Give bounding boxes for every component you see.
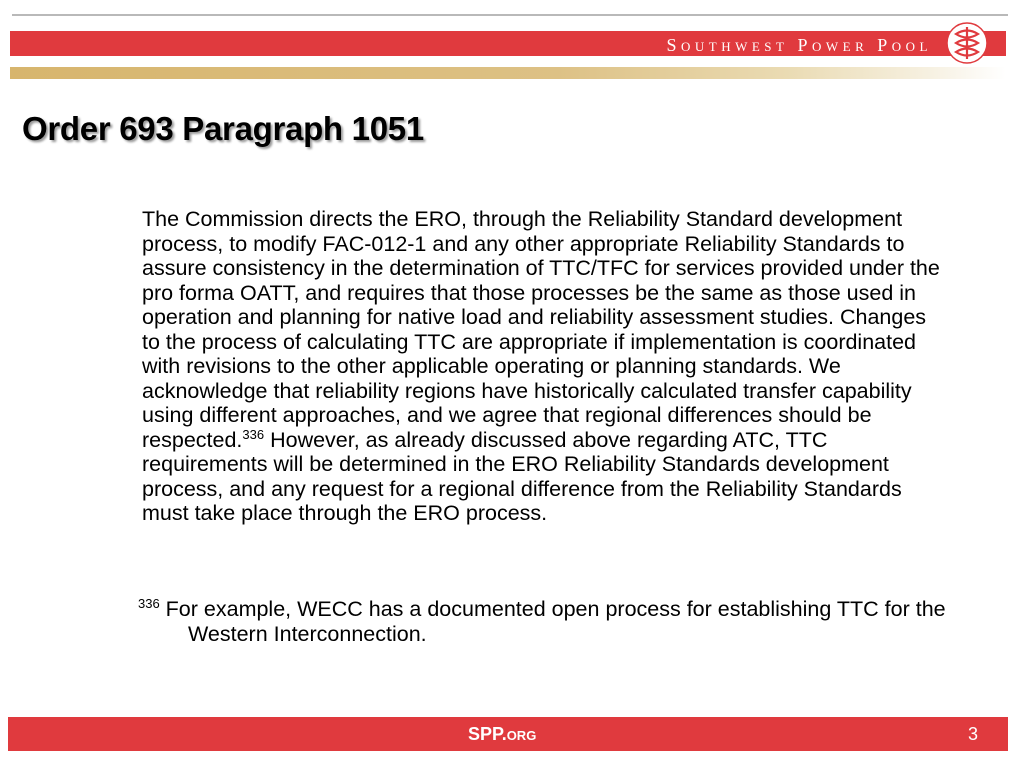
page-number: 3 <box>967 724 978 744</box>
paragraph-part-1: The Commission directs the ERO, through the Reliability Standard development process, to modify FAC-012-1 and any other appropriate Reliability Standards to assure consistency in the determination of TTC/TFC for services provided under the pro forma OATT, and requires that those processes be the same as those used in operation and planning for native load and reliability assessment studies. Changes to the process of calculating TTC are appropriate if implementation is coordinated with revisions to the other applicable operating or planning standards. We acknowledge that reliability regions have historically calculated transfer capability using different approaches, and we agree that regional differences should be respected. <box>142 207 940 452</box>
spp-logo-icon <box>946 22 988 64</box>
footnote-reference: 336 <box>242 426 265 442</box>
paragraph-part-2: However, as already discussed above regarding ATC, TTC requirements will be determined in the ERO Reliability Standards development process, and any request for a regional difference from the Reliability Standards must take place through the ERO process. <box>142 427 902 525</box>
top-divider <box>12 14 1008 16</box>
org-name: Southwest Power Pool <box>666 35 932 55</box>
paragraph-text <box>142 207 942 526</box>
footnote-number: 336 <box>138 596 160 611</box>
footer-site-link[interactable]: SPP.org <box>468 724 537 744</box>
header-bar <box>10 31 1006 56</box>
footnote <box>138 597 978 647</box>
accent-bar <box>10 67 1006 79</box>
footer-bar <box>8 717 1008 751</box>
footnote-text: For example, WECC has a documented open process for establishing TTC for the Western Interconnection. <box>159 597 946 646</box>
slide-title: Order 693 Paragraph 1051 <box>22 110 424 147</box>
